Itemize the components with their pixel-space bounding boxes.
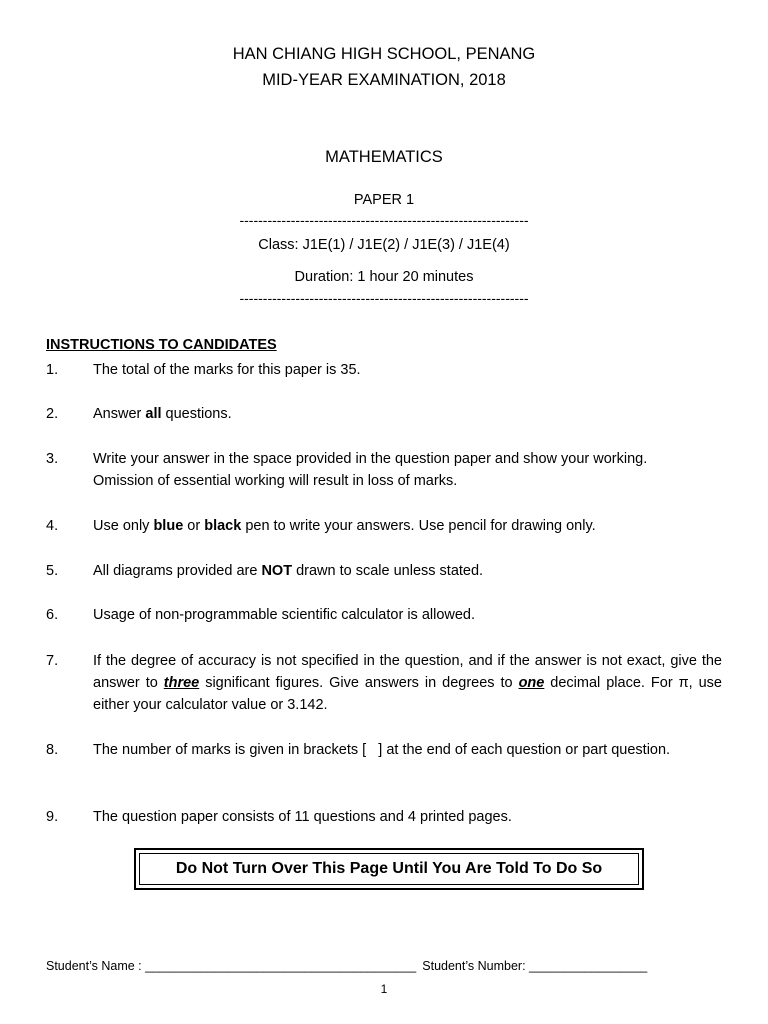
item-text: The number of marks is given in brackets [ ] at the end of each question or part question. — [93, 742, 671, 758]
class-line: Class: J1E(1) / J1E(2) / J1E(3) / J1E(4) — [258, 237, 510, 253]
item-text: Answer — [93, 406, 146, 422]
item-number: 2. — [46, 406, 59, 422]
duration-line: Duration: 1 hour 20 minutes — [294, 269, 474, 285]
item-text: or — [183, 518, 205, 534]
item-number: 5. — [46, 563, 59, 579]
instruction-item-2 — [46, 403, 722, 425]
do-not-turn-notice — [134, 848, 644, 890]
emphasis-one: one — [518, 675, 545, 691]
item-text-line-2: Omission of essential working will result in loss of marks. — [93, 473, 458, 489]
item-text: decimal place. For π, use either your calculator value or 3.142. — [93, 675, 722, 713]
item-text: questions. — [161, 406, 232, 422]
item-number: 4. — [46, 518, 59, 534]
instructions-heading: INSTRUCTIONS TO CANDIDATES — [46, 337, 277, 353]
item-text: The question paper consists of 11 questions and 4 printed pages. — [93, 809, 512, 825]
item-number: 9. — [46, 809, 59, 825]
item-text: significant figures. Give answers in degrees to — [199, 675, 519, 691]
instruction-item-1 — [46, 359, 722, 381]
separator-bottom: -------------------------------------------------------------- — [239, 290, 529, 306]
separator-top: -------------------------------------------------------------- — [239, 212, 529, 228]
emphasis-all: all — [145, 406, 162, 422]
item-number: 3. — [46, 451, 59, 467]
instruction-item-6 — [46, 604, 722, 626]
instruction-item-8 — [46, 739, 722, 761]
item-number: 6. — [46, 607, 59, 623]
item-number: 8. — [46, 742, 59, 758]
student-details-footer — [46, 959, 647, 973]
instruction-item-3 — [46, 448, 722, 492]
student-name-field[interactable]: Student’s Name : _______________________________________ — [46, 959, 417, 973]
emphasis-three: three — [163, 675, 200, 691]
instruction-item-7 — [46, 650, 722, 716]
item-text: drawn to scale unless stated. — [292, 563, 484, 579]
school-name: HAN CHIANG HIGH SCHOOL, PENANG — [232, 45, 536, 63]
paper-label: PAPER 1 — [353, 192, 415, 208]
instruction-item-4 — [46, 515, 722, 537]
item-number: 1. — [46, 362, 59, 378]
item-text: Use only — [93, 518, 154, 534]
exam-title: MID-YEAR EXAMINATION, 2018 — [262, 71, 506, 89]
student-number-field[interactable]: Student’s Number: _________________ — [422, 959, 648, 973]
subject-title: MATHEMATICS — [325, 148, 443, 166]
item-number: 7. — [46, 653, 59, 669]
instruction-item-9 — [46, 806, 722, 828]
emphasis-not: NOT — [261, 563, 293, 579]
item-text: Usage of non-programmable scientific calculator is allowed. — [93, 607, 476, 623]
item-text: The total of the marks for this paper is 35. — [93, 362, 361, 378]
item-text-line-1: Write your answer in the space provided in the question paper and show your working. — [93, 451, 648, 467]
item-text: pen to write your answers. Use pencil for drawing only. — [241, 518, 596, 534]
instruction-item-5 — [46, 560, 722, 582]
notice-text: Do Not Turn Over This Page Until You Are Told To Do So — [139, 853, 639, 885]
emphasis-blue: blue — [153, 518, 184, 534]
emphasis-black: black — [204, 518, 242, 534]
item-text: If the degree of accuracy is not specified in the question, and if the answer is not exact, give the answer to — [93, 653, 722, 691]
item-text: All diagrams provided are — [93, 563, 262, 579]
page-number: 1 — [380, 982, 388, 996]
